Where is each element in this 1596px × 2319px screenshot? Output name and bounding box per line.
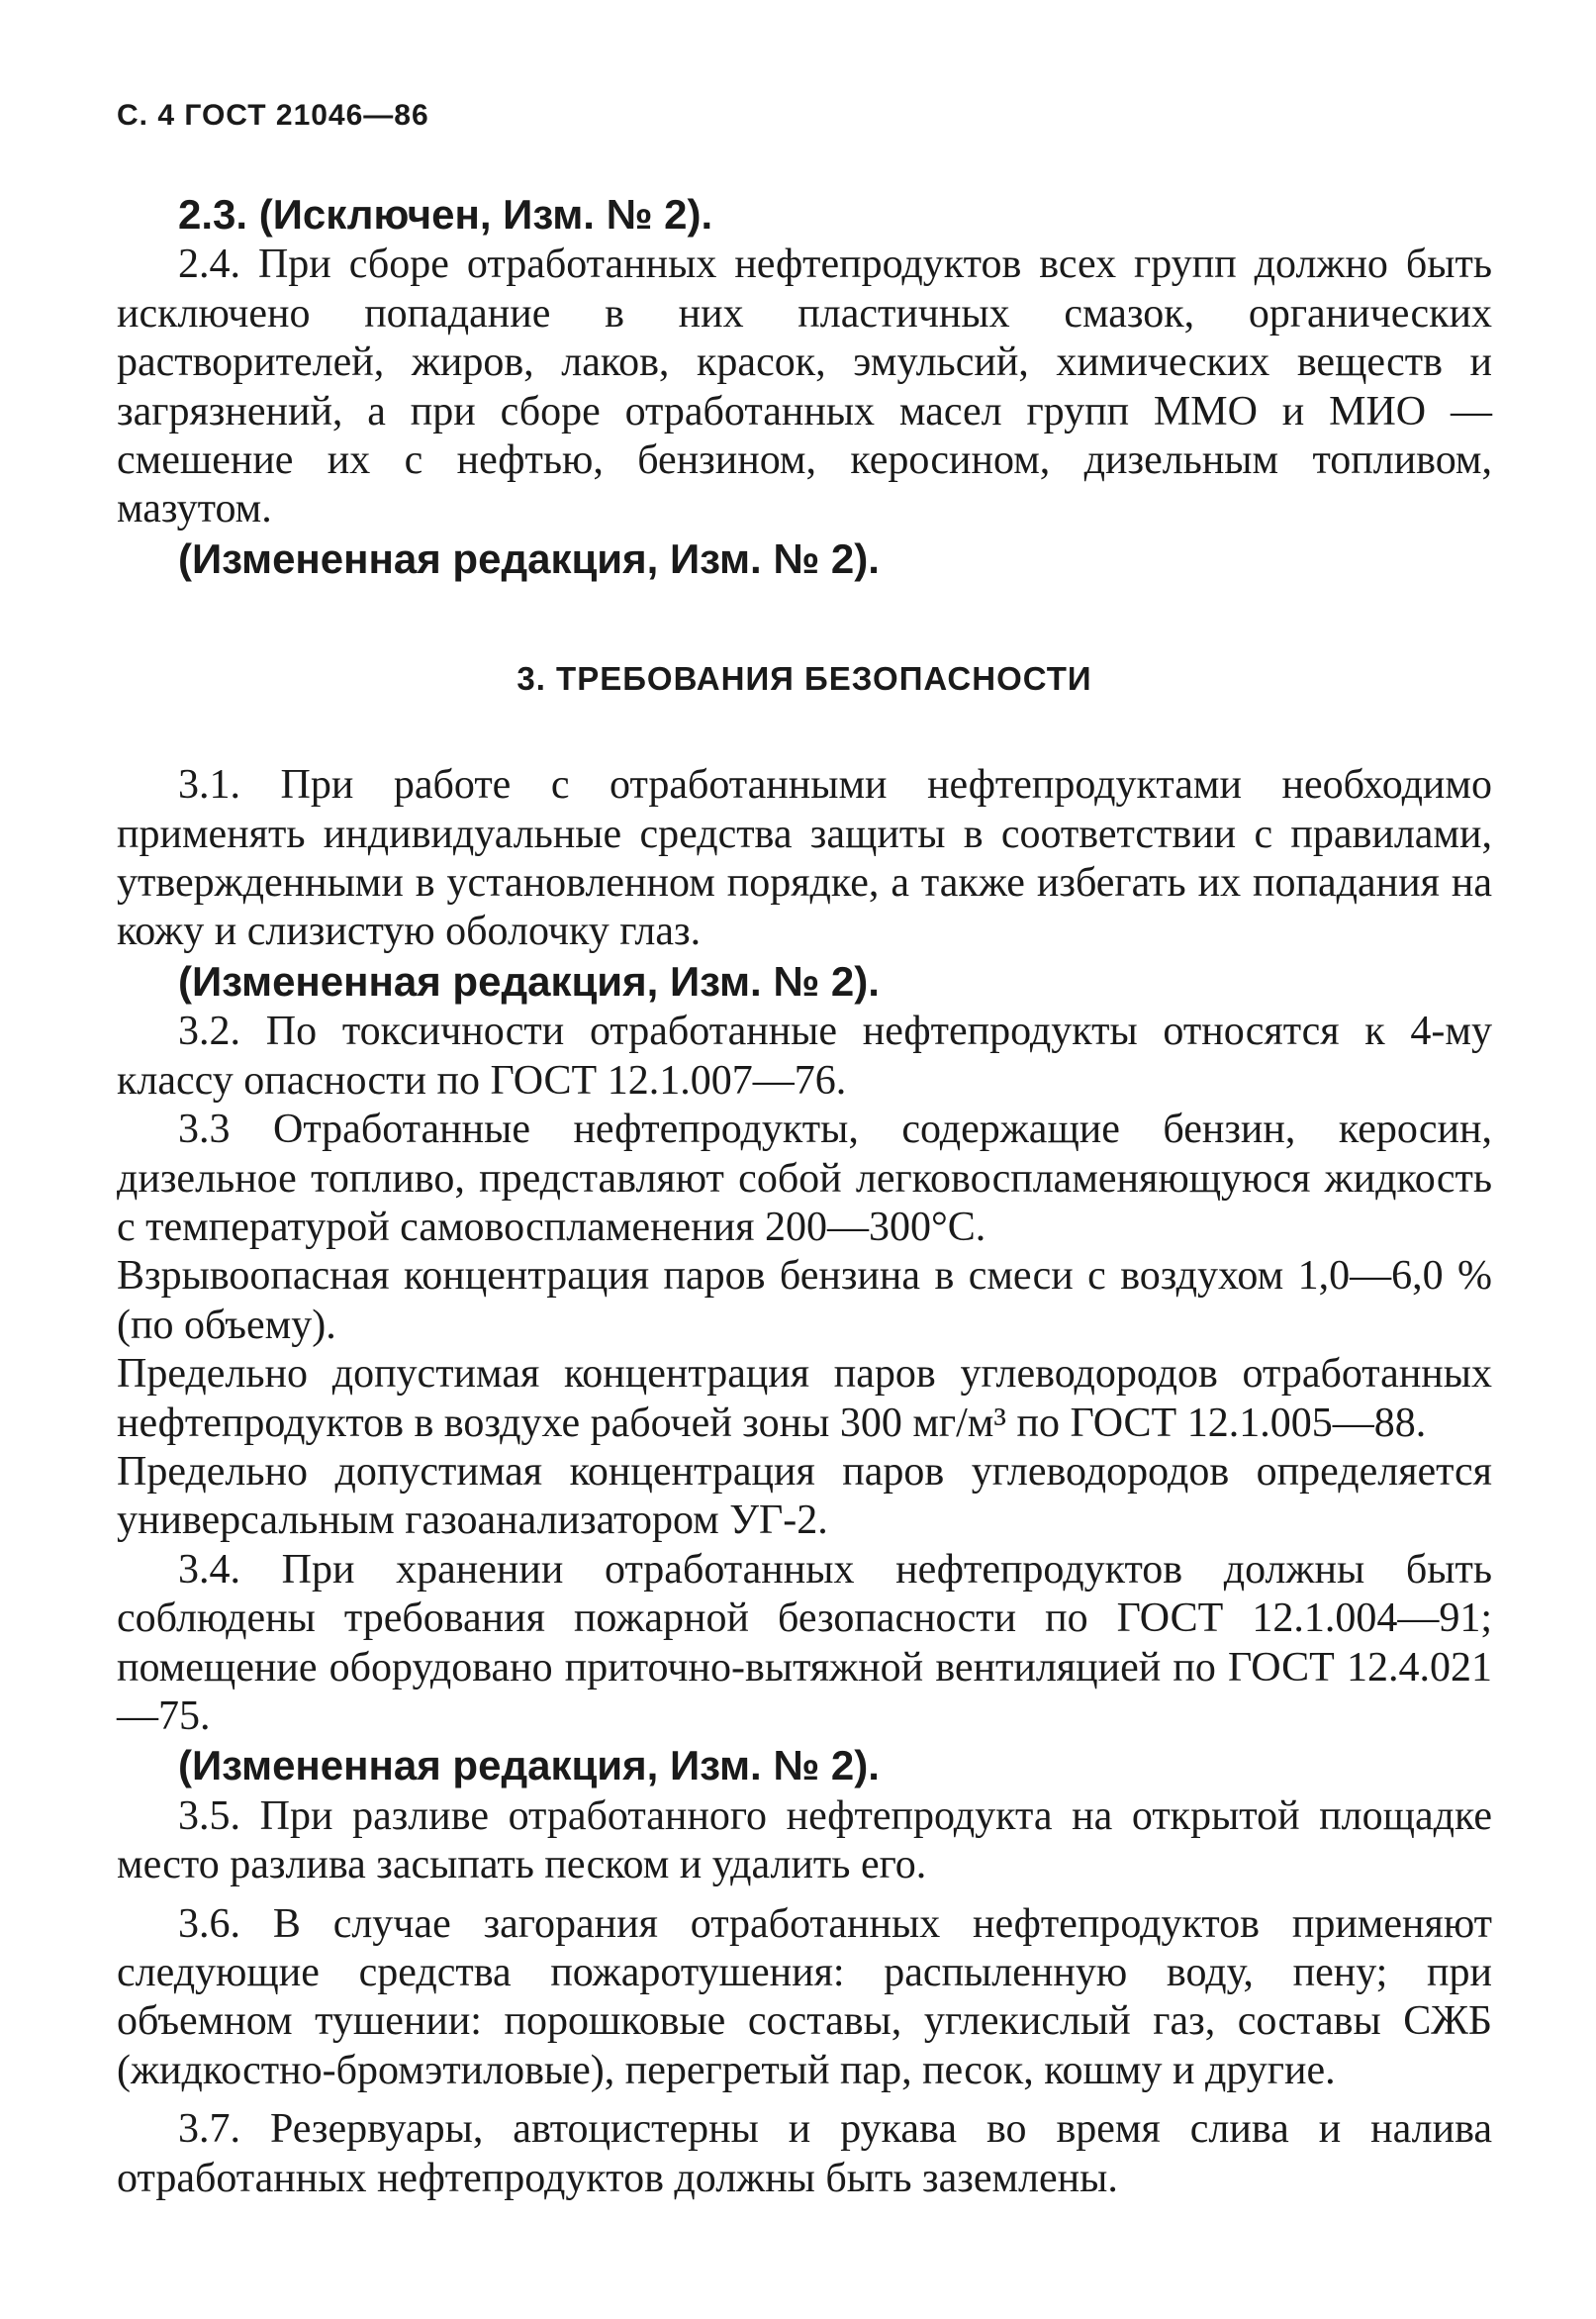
paragraph-3-3: 3.3 Отработанные нефтепродукты, содержащие бензин, керосин, дизельное топливо, представляют собой легковоспламеняющуюся жидкость с температурой самовоспламенения 200—300°С. — [117, 1107, 1492, 1250]
amendment-note: 2.3. (Исключен, Изм. № 2). — [178, 191, 713, 238]
paragraph-3-6: 3.6. В случае загорания отработанных нефтепродуктов применяют следующие средства пожаротушения: распыленную воду, пену; при объемном тушении: порошковые составы, углекислый газ, составы СЖБ (жидкостно-бромэтиловые), перегретый пар, песок, кошму и другие. — [117, 1900, 1492, 2093]
paragraph-3-1: 3.1. При работе с отработанными нефтепродуктами необходимо применять индивидуальные средства защиты в соответствии с правилами, утвержденными в установленном порядке, а также избегать их попадания на кожу и слизистую оболочку глаз. — [117, 762, 1492, 955]
section-title: 3. ТРЕБОВАНИЯ БЕЗОПАСНОСТИ — [516, 660, 1092, 698]
amendment-note: (Измененная редакция, Изм. № 2). — [178, 1742, 880, 1789]
document-page — [117, 99, 1492, 2203]
amendment-note: (Измененная редакция, Изм. № 2). — [178, 534, 880, 582]
paragraph-max-concentration: Предельно допустимая концентрация паров углеводородов отработанных нефтепродуктов в воздухе рабочей зоны 300 мг/м³ по ГОСТ 12.1.005—88. — [117, 1351, 1492, 1446]
paragraph-3-4: 3.4. При хранении отработанных нефтепродуктов должны быть соблюдены требования пожарной безопасности по ГОСТ 12.1.004—91; помещение оборудовано приточно-вытяжной вентиляцией по ГОСТ 12.4.021—75. — [117, 1546, 1492, 1739]
paragraph-2-4: 2.4. При сборе отработанных нефтепродуктов всех групп должно быть исключено попадание в них пластичных смазок, органических растворителей, жиров, лаков, красок, эмульсий, химических веществ и загрязнений, а при сборе отработанных масел групп ММО и МИО — смешение их с нефтью, бензином, керосином, дизельным топливом, мазутом. — [117, 242, 1492, 532]
paragraph-gas-analyzer: Предельно допустимая концентрация паров углеводородов определяется универсальным газоанализатором УГ-2. — [117, 1448, 1492, 1544]
paragraph-2-3 — [117, 190, 1492, 241]
paragraph-3-2: 3.2. По токсичности отработанные нефтепродукты относятся к 4-му классу опасности по ГОСТ 12.1.007—76. — [117, 1009, 1492, 1104]
paragraph-3-7: 3.7. Резервуары, автоцистерны и рукава во время слива и налива отработанных нефтепродуктов должны быть заземлены. — [117, 2106, 1492, 2201]
running-head: С. 4 ГОСТ 21046—86 — [117, 99, 429, 132]
paragraph-3-5: 3.5. При разливе отработанного нефтепродукта на открытой площадке место разлива засыпать песком и удалить его. — [117, 1792, 1492, 1888]
paragraph-explosive-concentration: Взрывоопасная концентрация паров бензина в смеси с воздухом 1,0—6,0 % (по объему). — [117, 1253, 1492, 1348]
amendment-note: (Измененная редакция, Изм. № 2). — [178, 957, 880, 1005]
